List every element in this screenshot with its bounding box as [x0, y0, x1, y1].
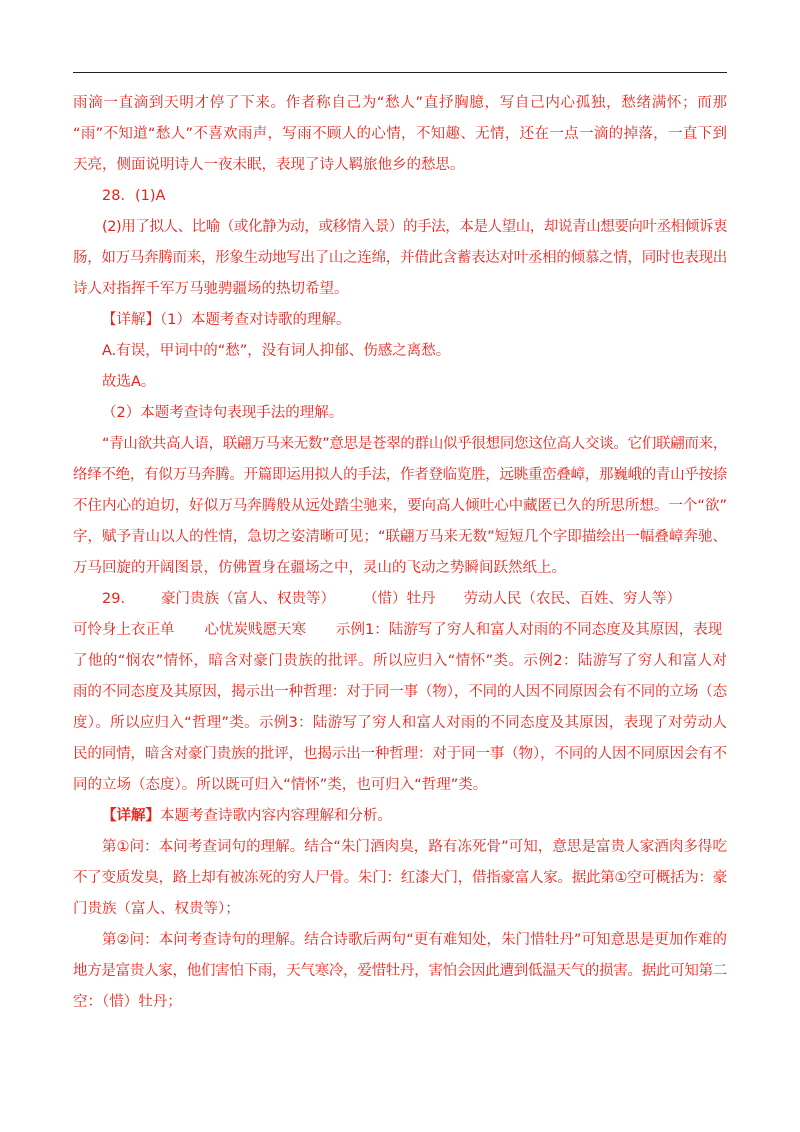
text-line: 不了变质发臭，路上却有被冻死的穷人尸骨。朱门：红漆大门，借指豪富人家。据此第①空可概括为：豪: [73, 870, 727, 886]
detail-text: 本题考查诗歌内容内容理解和分析。: [160, 808, 392, 824]
answer-blank-2: （惜）牡丹: [363, 591, 436, 607]
question-29-blanks-cont: [73, 615, 727, 646]
answer-blank-3: 劳动人民（农民、百姓、穷人等）: [463, 591, 682, 607]
text-line: 度）。所以应归入“哲理”类。示例3：陆游写了穷人和富人对雨的不同态度及其原因，表现了对劳动人: [73, 715, 727, 731]
text-line: 雨滴一直滴到天明才停了下来。作者称自己为“愁人”直抒胸臆，写自己内心孤独，愁绪满怀；而那: [73, 95, 727, 111]
text-line: A.有误，甲词中的“愁”，没有词人抑郁、伤感之离愁。: [102, 343, 451, 359]
question-number: 29.: [102, 591, 126, 607]
text-line: 了他的“悯农”情怀，暗含对豪门贵族的批评。所以应归入“情怀”类。示例2：陆游写了穷人和富人对: [73, 653, 727, 669]
answer-blank-4: 可怜身上衣正单: [73, 622, 175, 638]
text-line: 诗人对指挥千军万马驰骋疆场的热切希望。: [73, 281, 349, 297]
text-line: 肠，如万马奔腾而来，形象生动地写出了山之连绵，并借此含蓄表达对叶丞相的倾慕之情，同时也表现出: [73, 250, 727, 266]
text-line: 万马回旋的开阔图景，仿佛置身在疆场之中，灵山的飞动之势瞬间跃然纸上。: [73, 560, 566, 576]
text-line: 空：（惜）牡丹；: [73, 994, 182, 1010]
text-line: 故选A。: [102, 374, 156, 390]
answer-content: [73, 88, 727, 1018]
detail-line: [73, 801, 727, 832]
text-line: 同的立场（态度）。所以既可归入“情怀”类，也可归入“哲理”类。: [73, 777, 488, 793]
text-line: 字，赋予青山以人的性情，急切之姿清晰可见；“联翩万马来无数”短短几个字即描绘出一幅叠嶂奔驰、: [73, 529, 727, 545]
answer-blank-1: 豪门贵族（富人、权贵等）: [161, 591, 336, 607]
text-span: 示例1：陆游写了穷人和富人对雨的不同态度及其原因，表现: [336, 622, 723, 638]
detail-label: 【详解】: [102, 808, 160, 824]
question-29-blanks: [73, 584, 727, 615]
text-line: 第①问：本问考查词句的理解。结合“朱门酒肉臭，路有冻死骨”可知，意思是富贵人家酒肉多得吃: [102, 839, 727, 855]
text-line: 门贵族（富人、权贵等）；: [73, 901, 240, 917]
text-line: 第②问：本问考查诗句的理解。结合诗歌后两句“更有难知处，朱门惜牡丹”可知意思是更加作难的: [102, 932, 727, 948]
text-line: 雨的不同态度及其原因，揭示出一种哲理：对于同一事（物），不同的人因不同原因会有不同的立场（态: [73, 684, 727, 700]
answer-blank-5: 心忧炭贱愿天寒: [204, 622, 306, 638]
text-line: 不住内心的迫切，好似万马奔腾般从远处踏尘驰来，要向高人倾吐心中藏匿已久的所思所想。一个“欲”: [73, 498, 727, 514]
text-line: 民的同情，暗含对豪门贵族的批评，也揭示出一种哲理：对于同一事（物），不同的人因不同原因会有不: [73, 746, 727, 762]
text-line: “雨”不知道“愁人”不喜欢雨声，写雨不顾人的心情，不知趣、无情，还在一点一滴的掉落，一直下到: [73, 126, 727, 142]
detail-line: 【详解】（1）本题考查对诗歌的理解。: [102, 312, 351, 328]
text-line: （2）本题考查诗句表现手法的理解。: [102, 405, 344, 421]
text-line: “青山欲共高人语，联翩万马来无数”意思是苍翠的群山似乎很想同您这位高人交谈。它们联翩而来，: [102, 436, 728, 452]
text-line: 地方是富贵人家，他们害怕下雨，天气寒冷，爱惜牡丹，害怕会因此遭到低温天气的损害。据此可知第二: [73, 963, 727, 979]
text-line: (2)用了拟人、比喻（或化静为动，或移情入景）的手法，本是人望山，却说青山想要向叶丞相倾诉衷: [102, 219, 727, 235]
question-28-answer: 28．(1)A: [102, 188, 166, 204]
header-rule: [73, 72, 727, 73]
text-line: 络绎不绝，有似万马奔腾。开篇即运用拟人的手法，作者登临览胜，远眺重峦叠嶂，那巍峨的青山乎按捺: [73, 467, 727, 483]
text-line: 天亮，侧面说明诗人一夜未眠，表现了诗人羁旅他乡的愁思。: [73, 157, 465, 173]
